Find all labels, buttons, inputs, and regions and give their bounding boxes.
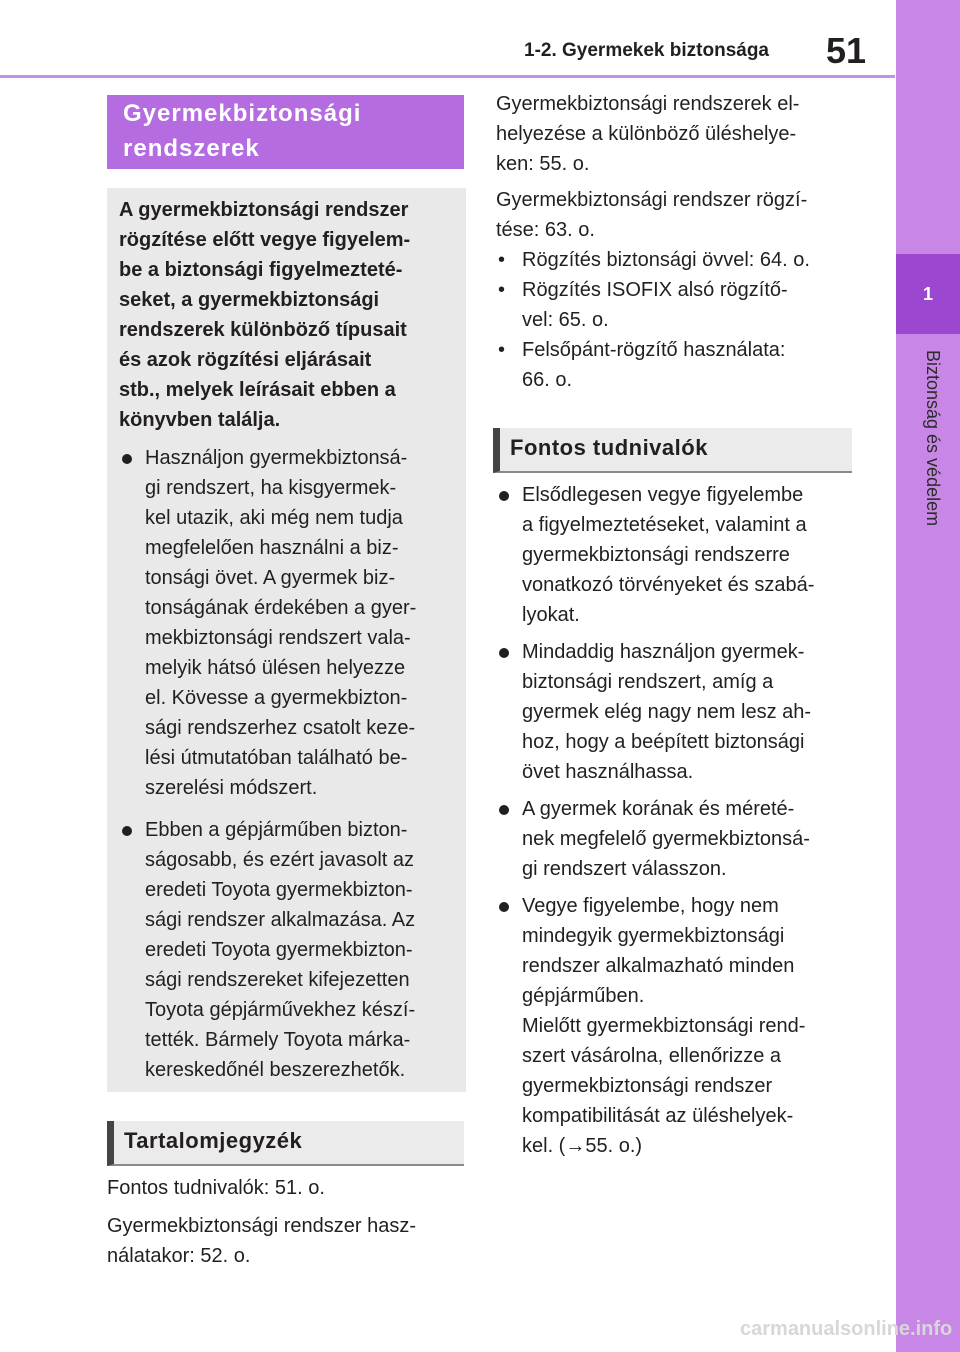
text-line: Mindaddig használjon gyermek- — [522, 641, 805, 663]
side-tab-strip — [896, 0, 960, 1352]
bullet-item — [522, 480, 852, 630]
text-line: tették. Bármely Toyota márka- — [145, 1029, 411, 1051]
text-line: Gyermekbiztonsági rendszer rögzí- — [496, 189, 808, 211]
bullet-item — [522, 637, 852, 787]
text-line: lési útmutatóban található be- — [145, 747, 408, 769]
text-line: kereskedőnél beszerezhetők. — [145, 1059, 406, 1081]
bullet-item — [522, 794, 852, 884]
text-line: tonságának érdekében a gyer- — [145, 597, 417, 619]
text-line: Ebben a gépjárműben bizton- — [145, 819, 408, 841]
text-line: helyezése a különböző üléshelye- — [496, 123, 797, 145]
heading-line: rendszerek — [123, 135, 260, 162]
text-line: be a biztonsági figyelmezteté- — [119, 259, 403, 281]
text-line: seket, a gyermekbiztonsági — [119, 289, 380, 311]
text-line: mekbiztonsági rendszert vala- — [145, 627, 411, 649]
text-line: sági rendszerhez csatolt keze- — [145, 717, 416, 739]
text-line: A gyermekbiztonsági rendszer — [119, 199, 409, 221]
text-line: megfelelően használni a biz- — [145, 537, 399, 559]
text-line: gi rendszert, ha kisgyermek- — [145, 477, 397, 499]
bullet-item — [522, 891, 852, 1161]
text-line: el. Kövesse a gyermekbizton- — [145, 687, 408, 709]
bullet-icon — [122, 454, 132, 464]
text-line: A gyermek korának és méreté- — [522, 798, 795, 820]
toc-entry[interactable] — [496, 185, 846, 395]
text-line: rendszer alkalmazható minden — [522, 955, 795, 977]
toc-entry[interactable] — [496, 89, 846, 179]
toc-subentry[interactable] — [496, 335, 846, 395]
text-line: övet használhassa. — [522, 761, 694, 783]
box-intro — [119, 195, 459, 435]
bullet-icon — [499, 902, 509, 912]
text-line: Vegye figyelembe, hogy nem — [522, 895, 779, 917]
page-number: 51 — [826, 30, 867, 71]
text-line: könyvben találja. — [119, 409, 281, 431]
text-line: rendszerek különböző típusait — [119, 319, 407, 341]
section-title: 1-2. Gyermekek biztonsága — [524, 40, 769, 61]
text-line: ságosabb, és ezért javasolt az — [145, 849, 415, 871]
text-line: tonsági övet. A gyermek biz- — [145, 567, 396, 589]
bullet-item — [145, 815, 475, 1085]
text-line: vonatkozó törvényeket és szabá- — [522, 574, 815, 596]
toc-heading — [107, 1121, 464, 1166]
text-line: lyokat. — [522, 604, 580, 626]
text-line: gépjárműben. — [522, 985, 645, 1007]
text-line: biztonsági rendszert, amíg a — [522, 671, 774, 693]
text-line: kompatibilitását az üléshelyek- — [522, 1105, 794, 1127]
toc-subentry[interactable] — [496, 275, 846, 335]
text-line: Elsődlegesen vegye figyelembe — [522, 484, 804, 506]
text-line: Gyermekbiztonsági rendszerek el- — [496, 93, 800, 115]
bullet-item — [145, 443, 475, 803]
text-line: hoz, hogy a beépített biztonsági — [522, 731, 805, 753]
text-line: eredeti Toyota gyermekbizton- — [145, 879, 413, 901]
bullet-icon — [499, 805, 509, 815]
watermark: carmanualsonline.info — [740, 1318, 953, 1340]
toc-subentry[interactable]: • Rögzítés biztonsági övvel: 64. o. — [496, 245, 846, 275]
text-line: Használjon gyermekbiztonsá- — [145, 447, 408, 469]
text-line: melyik hátsó ülésen helyezze — [145, 657, 406, 679]
header-divider — [0, 75, 895, 78]
text-line: stb., melyek leírásait ebben a — [119, 379, 396, 401]
important-heading — [493, 428, 852, 473]
text-line: ken: 55. o. — [496, 153, 590, 175]
section-heading — [107, 95, 464, 169]
text-line: mindegyik gyermekbiztonsági — [522, 925, 785, 947]
heading-line: Gyermekbiztonsági — [123, 100, 362, 127]
text-line: rögzítése előtt vegye figyelem- — [119, 229, 411, 251]
text-line: szerelési módszert. — [145, 777, 318, 799]
chapter-label: Biztonság és védelem — [923, 350, 943, 527]
text-line: eredeti Toyota gyermekbizton- — [145, 939, 413, 961]
text-line: sági rendszereket kifejezetten — [145, 969, 410, 991]
text-line: • Rögzítés ISOFIX alsó rögzítő- — [522, 279, 788, 301]
text-line: a figyelmeztetéseket, valamint a — [522, 514, 807, 536]
text-line: gyermekbiztonsági rendszerre — [522, 544, 790, 566]
cross-reference-link[interactable]: kel. (→55. o.) — [522, 1135, 643, 1157]
text-line: nek megfelelő gyermekbiztonsá- — [522, 828, 810, 850]
text-line: gyermekbiztonsági rendszer — [522, 1075, 773, 1097]
text-line: • Felsőpánt-rögzítő használata: — [522, 339, 786, 361]
bullet-icon — [499, 648, 509, 658]
text-line: Gyermekbiztonsági rendszer hasz- — [107, 1215, 417, 1237]
text-line: gi rendszert válasszon. — [522, 858, 727, 880]
toc-heading-label: Tartalomjegyzék — [124, 1128, 303, 1153]
text-line: tése: 63. o. — [496, 219, 595, 241]
text-line: sági rendszer alkalmazása. Az — [145, 909, 416, 931]
important-heading-label: Fontos tudnivalók — [510, 435, 708, 460]
text-line: kel utazik, aki még nem tudja — [145, 507, 403, 529]
bullet-icon — [122, 826, 132, 836]
text-line: Mielőtt gyermekbiztonsági rend- — [522, 1015, 806, 1037]
text-line: és azok rögzítési eljárásait — [119, 349, 372, 371]
toc-entry[interactable] — [107, 1211, 457, 1271]
text-line: 66. o. — [522, 369, 573, 391]
chapter-tab[interactable]: 1 — [896, 254, 960, 334]
text-line: vel: 65. o. — [522, 309, 609, 331]
text-line: Toyota gépjárművekhez készí- — [145, 999, 416, 1021]
toc-entry[interactable]: Fontos tudnivalók: 51. o. — [107, 1177, 325, 1199]
text-line: szert vásárolna, ellenőrizze a — [522, 1045, 782, 1067]
text-line: nálatakor: 52. o. — [107, 1245, 251, 1267]
bullet-icon — [499, 491, 509, 501]
text-line: gyermek elég nagy nem lesz ah- — [522, 701, 812, 723]
